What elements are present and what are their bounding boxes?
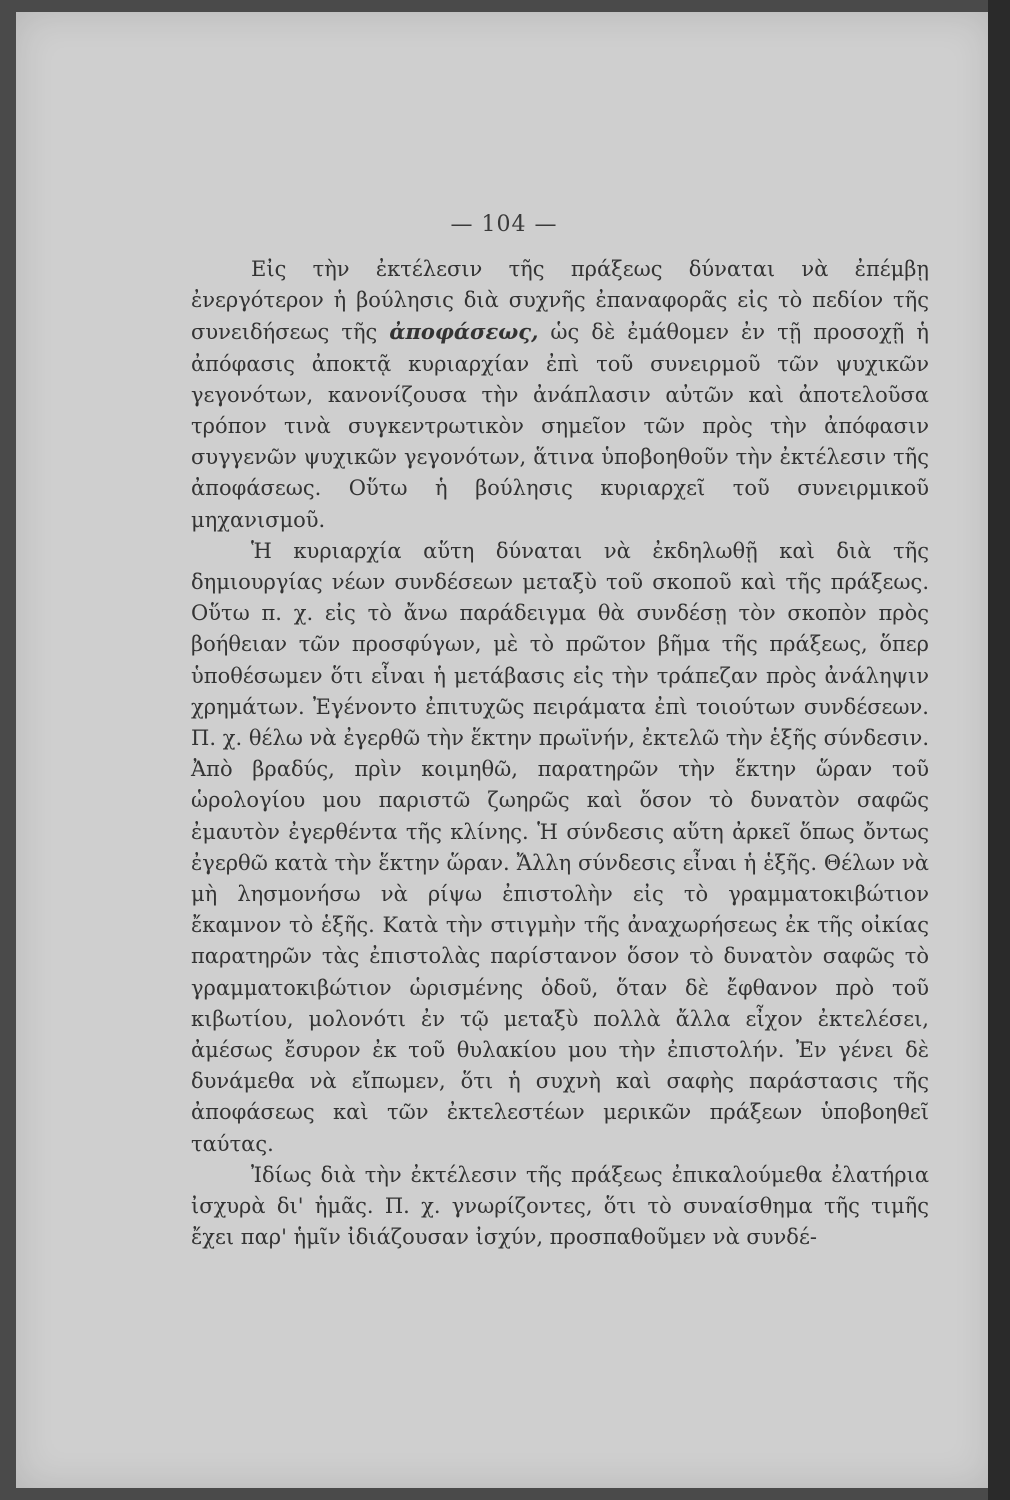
paragraph-1-rest: ὡς δὲ ἐμάθομεν ἐν τῇ προσοχῇ ἡ ἀπόφασις ἀποκτᾷ κυριαρχίαν ἐπὶ τοῦ συνειρμοῦ τῶν ψυχικῶν γεγονότων, κανονίζουσα τὴν ἀνάπλασιν αὐτῶν καὶ ἀποτελοῦσα τρόπον τινὰ συγκεντρωτικὸν σημεῖον τῶν πρὸς τὴν ἀπόφασιν συγγενῶν ψυχικῶν γεγονότων, ἅτινα ὑποβοηθοῦν τὴν ἐκτέλεσιν τῆς ἀποφάσεως. Οὕτω ἡ βούλησις κυριαρχεῖ τοῦ συνειρμικοῦ μηχανισμοῦ. <box>191 320 929 532</box>
emphasized-word: ἀποφάσεως, <box>389 319 539 345</box>
page-number: — 104 — <box>450 212 558 237</box>
paragraph-1 <box>191 254 929 536</box>
paragraph-1-start: Εἰς τὴν ἐκτέλεσιν τῆς πράξεως δύναται νὰ ἐπέμβῃ ἐνεργότερον ἡ βούλησις διὰ συχνῆς ἐπαναφορᾶς εἰς τὸ πεδίον τῆς συνειδήσεως τῆς <box>191 257 929 345</box>
body-text <box>191 254 929 1254</box>
paragraph-2: Ἡ κυριαρχία αὕτη δύναται νὰ ἐκδηλωθῇ καὶ διὰ τῆς δημιουργίας νέων συνδέσεων μεταξὺ τοῦ σκοποῦ καὶ τῆς πράξεως. Οὕτω π. χ. εἰς τὸ ἄνω παράδειγμα θὰ συνδέσῃ τὸν σκοπὸν πρὸς βοήθειαν τῶν προσφύγων, μὲ τὸ πρῶτον βῆμα τῆς πράξεως, ὅπερ ὑποθέσωμεν ὅτι εἶναι ἡ μετάβασις εἰς τὴν τράπεζαν πρὸς ἀνάληψιν χρημάτων. Ἐγένοντο ἐπιτυχῶς πειράματα ἐπὶ τοιούτων συνδέσεων. Π. χ. θέλω νὰ ἐγερθῶ τὴν ἕκτην πρωϊνήν, ἐκτελῶ τὴν ἑξῆς σύνδεσιν. Ἀπὸ βραδύς, πρὶν κοιμηθῶ, παρατηρῶν τὴν ἕκτην ὥραν τοῦ ὡρολογίου μου παριστῶ ζωηρῶς καὶ ὅσον τὸ δυνατὸν σαφῶς ἐμαυτὸν ἐγερθέντα τῆς κλίνης. Ἡ σύνδεσις αὕτη ἀρκεῖ ὅπως ὄντως ἐγερθῶ κατὰ τὴν ἕκτην ὥραν. Ἄλλη σύνδεσις εἶναι ἡ ἑξῆς. Θέλων νὰ μὴ λησμονήσω νὰ ρίψω ἐπιστολὴν εἰς τὸ γραμματοκιβώτιον ἔκαμνον τὸ ἑξῆς. Κατὰ τὴν στιγμὴν τῆς ἀναχωρήσεως ἐκ τῆς οἰκίας παρατηρῶν τὰς ἐπιστολὰς παρίστανον ὅσον τὸ δυνατὸν σαφῶς τὸ γραμματοκιβώτιον ὡρισμένης ὁδοῦ, ὅταν δὲ ἔφθανον πρὸ τοῦ κιβωτίου, μολονότι ἐν τῷ μεταξὺ πολλὰ ἄλλα εἶχον ἐκτελέσει, ἀμέσως ἔσυρον ἐκ τοῦ θυλακίου μου τὴν ἐπιστολήν. Ἐν γένει δὲ δυνάμεθα νὰ εἴπωμεν, ὅτι ἡ συχνὴ καὶ σαφὴς παράστασις τῆς ἀποφάσεως καὶ τῶν ἐκτελεστέων μερικῶν πράξεων ὑποβοηθεῖ ταύτας. <box>191 538 929 1156</box>
paragraph-3: Ἰδίως διὰ τὴν ἐκτέλεσιν τῆς πράξεως ἐπικαλούμεθα ἐλατήρια ἰσχυρὰ δι' ἡμᾶς. Π. χ. γνωρίζοντες, ὅτι τὸ συναίσθημα τῆς τιμῆς ἔχει παρ' ἡμῖν ἰδιάζουσαν ἰσχύν, προσπαθοῦμεν νὰ συνδέ- <box>191 1162 929 1250</box>
scan-edge <box>988 0 1010 1500</box>
book-page <box>16 12 992 1488</box>
